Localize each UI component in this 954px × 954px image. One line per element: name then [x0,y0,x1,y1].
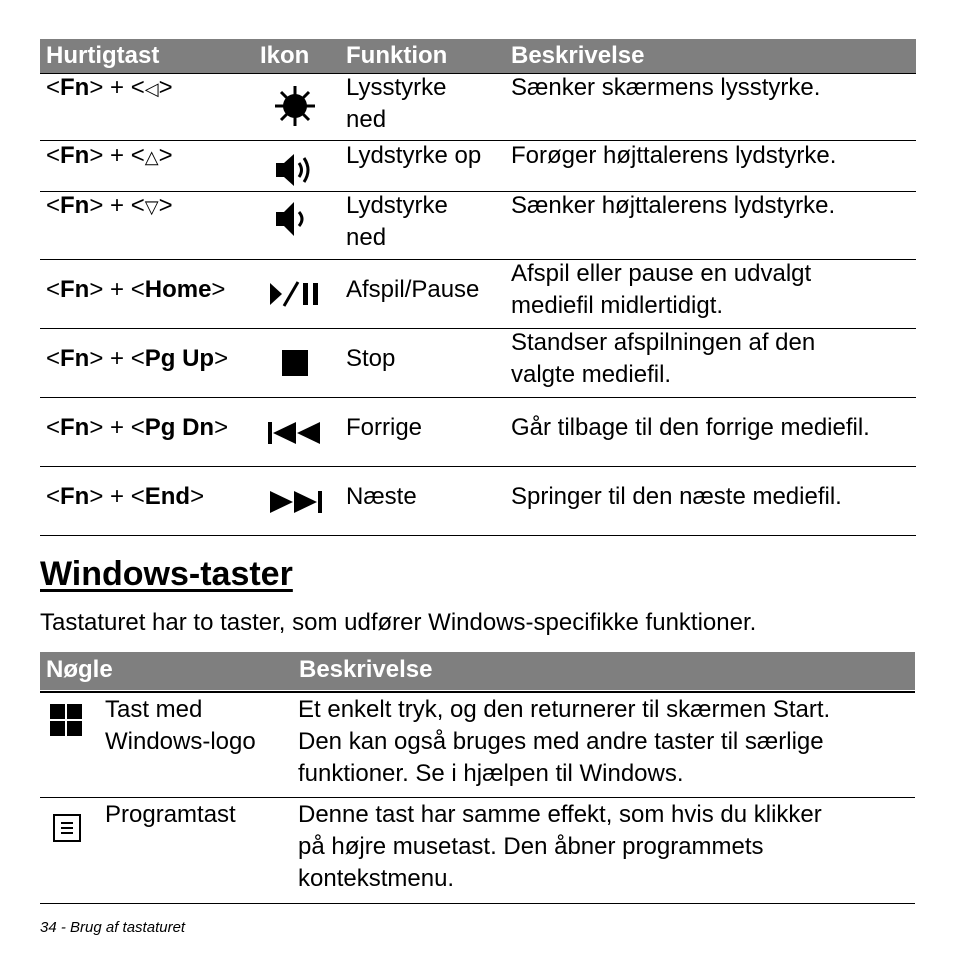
section-intro: Tastaturet har to taster, som udfører Windows-specifikke funktioner. [40,609,757,636]
hotkey-row-5-description: Standser afspilningen af den valgte mediefil. [511,329,816,388]
row-divider [40,691,915,693]
windows-row-2-description: Denne tast har samme effekt, som hvis du klikker på højre musetast. Den åbner programmets kontekstmenu. [298,801,822,892]
hotkey-row-6-description: Går tilbage til den forrige mediefil. [511,414,870,441]
row-divider [40,397,916,398]
brightness-down-icon [273,84,317,128]
volume-down-icon [274,200,314,238]
header-beskrivelse: Beskrivelse [299,656,433,683]
windows-logo-icon [50,704,82,736]
hotkey-row-2-key: <Fn> + <△> [46,142,173,169]
next-track-icon [270,490,324,514]
header-funktion: Funktion [346,42,448,69]
row-divider [40,903,915,904]
header-hurtigtast: Hurtigtast [46,42,160,69]
windows-row-1-key: Tast med Windows-logo [105,696,256,755]
page-footer: 34 - Brug af tastaturet [40,919,186,936]
hotkey-row-1-function: Lysstyrke ned [346,74,447,133]
hotkey-row-2-function: Lydstyrke op [346,142,482,169]
row-divider [40,797,915,798]
header-nogle: Nøgle [46,656,113,683]
hotkey-row-4-description: Afspil eller pause en udvalgt mediefil midlertidigt. [511,260,812,319]
windows-table-header [40,652,915,690]
play-pause-icon [270,279,322,309]
hotkey-row-7-function: Næste [346,483,417,510]
hotkey-row-7-description: Springer til den næste mediefil. [511,483,842,510]
header-beskrivelse: Beskrivelse [511,42,645,69]
row-divider [40,535,916,536]
previous-track-icon [268,421,322,445]
hotkey-row-7-key: <Fn> + <End> [46,483,205,510]
hotkey-row-6-key: <Fn> + <Pg Dn> [46,414,229,441]
hotkey-row-5-key: <Fn> + <Pg Up> [46,345,229,372]
stop-icon [282,350,308,376]
hotkey-row-5-function: Stop [346,345,396,372]
hotkey-row-3-description: Sænker højttalerens lydstyrke. [511,192,836,219]
row-divider [40,466,916,467]
application-key-icon [52,813,82,843]
hotkey-row-4-function: Afspil/Pause [346,276,480,303]
windows-row-1-description: Et enkelt tryk, og den returnerer til skærmen Start. Den kan også bruges med andre taster til særlige funktioner. Se i hjælpen til Windows. [298,696,831,787]
header-ikon: Ikon [260,42,310,69]
section-title: Windows-taster [40,555,293,593]
hotkey-row-1-key: <Fn> + <◁> [46,74,173,101]
hotkey-row-6-function: Forrige [346,414,423,441]
hotkey-row-1-description: Sænker skærmens lysstyrke. [511,74,821,101]
hotkey-row-3-function: Lydstyrke ned [346,192,448,251]
hotkey-row-3-key: <Fn> + <▽> [46,192,173,219]
windows-row-2-key: Programtast [105,801,236,828]
volume-up-icon [274,152,314,188]
hotkey-row-4-key: <Fn> + <Home> [46,276,226,303]
hotkey-row-2-description: Forøger højttalerens lydstyrke. [511,142,837,169]
hotkeys-table-header [40,39,916,73]
